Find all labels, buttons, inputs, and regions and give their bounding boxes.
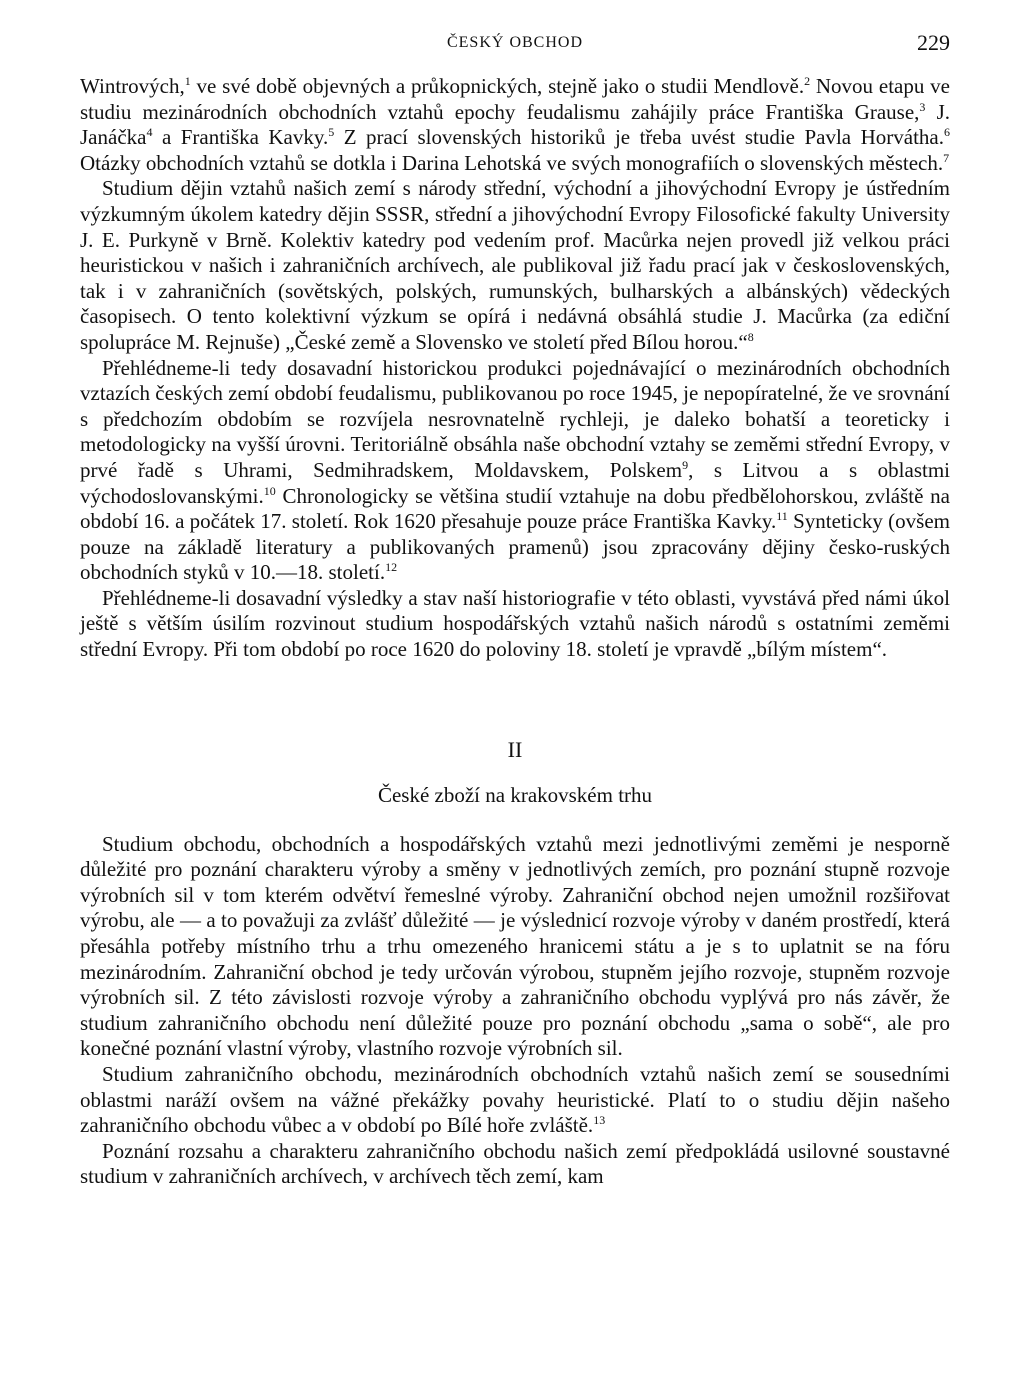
footnote-marker: 1 (184, 74, 191, 88)
footnote-marker: 11 (776, 509, 788, 524)
text-run: a Františka Kavky. (152, 125, 329, 150)
text-run: Synteticky (ovšem pouze na základě literatury a publikovaných pramenů) jsou zpracovány dějiny česko-ruských obchodních styků v 10.—18. století. (80, 509, 950, 585)
footnote-marker: 2 (804, 74, 811, 88)
text-run: Novou etapu ve studiu mezinárodních obchodních vztahů epochy feudalismu zahájily práce Františka Grause, (80, 74, 950, 124)
text-run: ve své době objevných a průkopnických, stejně jako o studii Mendlově. (190, 74, 805, 98)
text-run: Chronologicky se většina studií vztahuje na dobu předbělohorskou, zvláště na období 16. a počátek 17. století. Rok 1620 přesahuje pouze práce Františka Kavky. (80, 483, 950, 534)
footnote-marker: 5 (328, 125, 335, 140)
paragraph (80, 1139, 950, 1190)
text-run: Z prací slovenských historiků je třeba uvést studie Pavla Horvátha. (334, 125, 944, 150)
text-run: Studium dějin vztahů našich zemí s národy střední, východní a jihovýchodní Evropy je ústředním výzkumným úkolem katedry dějin SSSR, střední a jihovýchodní Evropy Filosofické fakulty University J. E. Purkyně v Brně. Kolektiv katedry pod vedením prof. Macůrka nejen provedl již velkou práci heuristickou v našich i zahraničních archívech, ale publikoval již řadu prací jak v československých, tak i v zahraničních (sovětských, polských, rumunských, bulharských a albánských) vědeckých časopisech. O tento kolektivní výzkum se opírá i nedávná obsáhlá studie J. Macůrka (za ediční spolupráce M. Rejnuše) „České země a Slovensko ve století před Bílou horou.“ (80, 176, 950, 354)
text-run: Přehlédneme-li dosavadní výsledky a stav naší historiografie v této oblasti, vyvstává před námi úkol ještě s větším úsilím rozvinout studium hospodářských vztahů našich národů s ostatními zeměmi střední Evropy. Při tom období po roce 1620 do poloviny 18. století je vpravdě „bílým místem“. (80, 585, 950, 662)
footnote-marker: 9 (682, 457, 689, 472)
text-run: Otázky obchodních vztahů se dotkla i Darina Lehotská ve svých monografiích o slovenských městech. (80, 150, 944, 175)
text-run: Přehlédneme-li tedy dosavadní historickou produkci pojednávající o mezinárodních obchodních vztazích českých zemí období feudalismu, publikovanou po roce 1945, je nepopíratelné, že ve srovnání s předchozím obdobím se rozvíjela nesrovnatelně rychleji, je daleko bohatší a teoreticky i metodologicky na vyšší úrovni. Teritoriálně obsáhla naše obchodní vztahy se zeměmi střední Evropy, v prvé řadě s Uhrami, Sedmihradskem, Moldavskem, Polskem (80, 355, 950, 482)
section-number: II (507, 736, 523, 762)
paragraph (80, 74, 950, 176)
text-run: J. Janáčka (80, 99, 950, 150)
footnote-marker: 8 (747, 329, 754, 344)
footnote-marker: 6 (944, 125, 950, 140)
running-title: ČESKÝ OBCHOD (446, 34, 583, 51)
text-run: Poznání rozsahu a charakteru zahraničního obchodu našich zemí předpokládá usilovné soustavné studium v zahraničních archívech, v archívech těch zemí, kam (80, 1138, 950, 1189)
paragraph (80, 176, 950, 355)
paragraph (80, 832, 950, 1062)
footnote-marker: 12 (385, 560, 398, 575)
running-header (80, 30, 950, 64)
page-number: 229 (917, 30, 950, 55)
text-run: Wintrových, (80, 74, 185, 98)
footnote-marker: 7 (943, 150, 950, 165)
paragraph (80, 586, 950, 663)
footnote-marker: 13 (593, 1113, 606, 1128)
paragraph (80, 356, 950, 586)
section-2-body (80, 832, 950, 1190)
footnote-marker: 4 (146, 125, 153, 140)
footnote-marker: 3 (919, 99, 926, 114)
section-title: České zboží na krakovském trhu (377, 782, 653, 807)
book-page (80, 30, 950, 1190)
text-run: Studium obchodu, obchodních a hospodářských vztahů mezi jednotlivými zeměmi je nesporně důležité pro poznání charakteru výroby a směny v jednotlivých zemích, pro poznání stupně rozvoje výrobních sil v tom kterém odvětví řemeslné výroby. Zahraniční obchod nejen umožnil rozšiřovat výrobu, ale — a to považuji za zvlášť důležité — je výslednicí rozvoje výroby v daném prostředí, která přesáhla potřeby místního trhu a trhu omezeného hranicemi státu a je s to uplatnit se na fóru mezinárodním. Zahraniční obchod je tedy určován výrobou, stupněm jejího rozvoje, stupněm rozvoje výrobních sil. Z této závislosti rozvoje výroby a zahraničního obchodu vyplývá pro nás závěr, že studium zahraničního obchodu není důležité pouze pro poznání obchodu „sama o sobě“, ale pro konečné poznání vlastní výroby, vlastního rozvoje výrobních sil. (80, 831, 950, 1061)
footnote-marker: 10 (263, 483, 276, 498)
paragraph (80, 1062, 950, 1139)
text-run: , s Litvou a s oblastmi východoslovanskými. (80, 457, 950, 508)
text-run: Studium zahraničního obchodu, mezinárodních obchodních vztahů našich zemí se sousedními oblastmi naráží ovšem na vážné překážky povahy heuristické. Platí to o studiu dějin našeho zahraničního obchodu vůbec a v období po Bílé hoře zvláště. (80, 1062, 950, 1138)
section-1-body (80, 74, 950, 663)
